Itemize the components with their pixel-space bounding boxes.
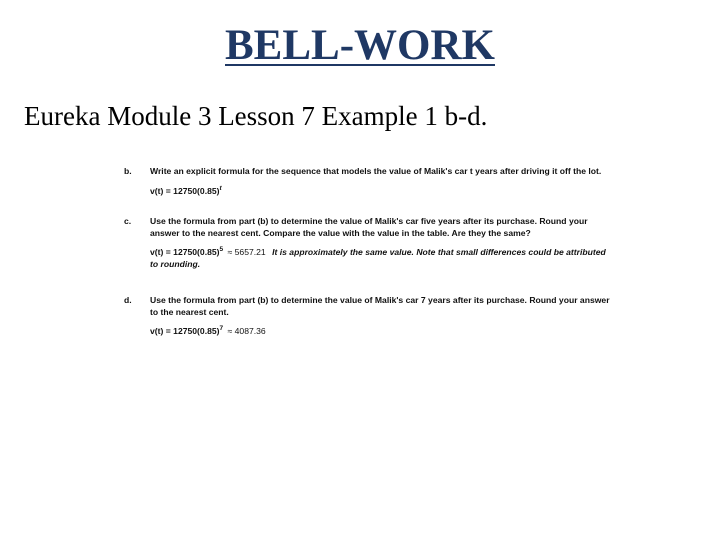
example-part-d <box>124 295 614 338</box>
answer-exponent: 5 <box>219 246 224 253</box>
part-letter: d. <box>124 295 132 305</box>
answer-value: ≈ 5657.21 <box>227 247 266 257</box>
part-answer <box>150 186 614 198</box>
part-answer <box>150 247 614 270</box>
slide-subtitle: Eureka Module 3 Lesson 7 Example 1 b-d. <box>24 101 488 131</box>
example-part-b <box>124 166 614 197</box>
slide-title: BELL-WORK <box>225 22 495 69</box>
part-letter: b. <box>124 166 132 176</box>
worksheet-excerpt <box>124 166 614 338</box>
example-part-c <box>124 216 614 270</box>
part-question: Use the formula from part (b) to determine the value of Malik's car five years after its purchase. Round your answer to the nearest cent. Compare the value with the value in the table. Are they the same? <box>150 216 588 238</box>
part-answer <box>150 326 614 338</box>
answer-note: It is approximately the same value. Note that small differences could be attributed to rounding. <box>150 247 606 269</box>
answer-value: ≈ 4087.36 <box>227 326 266 336</box>
answer-exponent: 7 <box>219 325 224 332</box>
answer-formula: v(t) = 12750(0.85) <box>150 326 220 336</box>
part-letter: c. <box>124 216 132 226</box>
answer-formula: v(t) = 12750(0.85) <box>150 185 220 196</box>
answer-exponent: t <box>219 184 222 192</box>
part-question: Write an explicit formula for the sequence that models the value of Malik's car t years after driving it off the lot. <box>150 166 602 176</box>
answer-formula: v(t) = 12750(0.85) <box>150 247 220 257</box>
part-question: Use the formula from part (b) to determine the value of Malik's car 7 years after its purchase. Round your answer to the nearest cent. <box>150 295 610 317</box>
